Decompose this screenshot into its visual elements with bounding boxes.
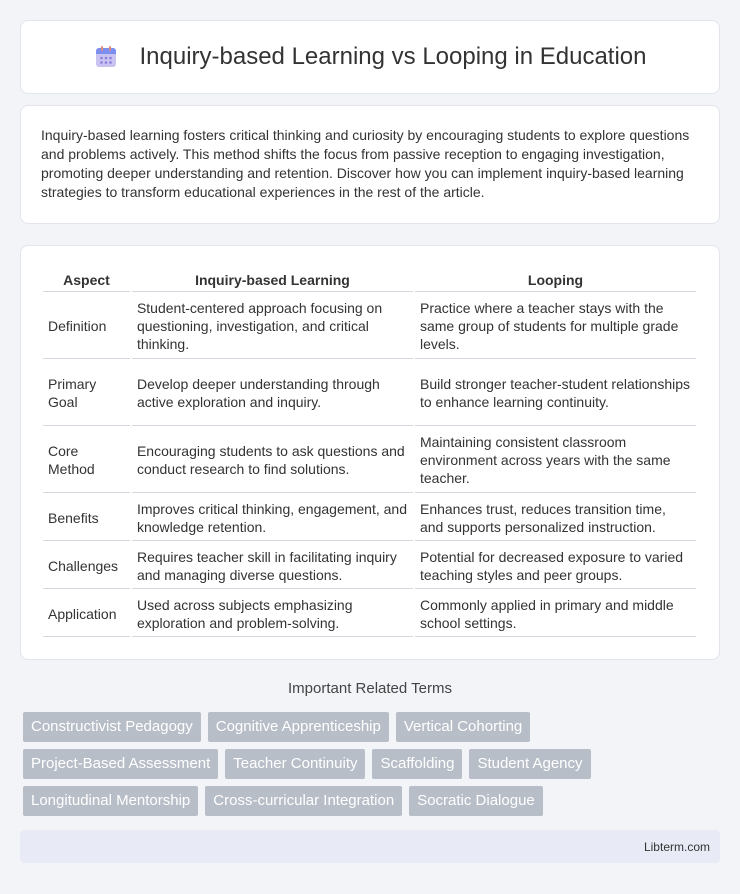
table-row [43, 294, 696, 359]
intro-text: Inquiry-based learning fosters critical thinking and curiosity by encouraging students to explore questions and problems actively. This method shifts the focus from passive reception to engaging investigation, promoting deeper understanding and retention. Discover how you can implement inquiry-based learning strategies to transform educational experiences in the rest of the article. [41, 127, 690, 200]
table-header-row [43, 268, 696, 292]
tag-longitudinal-mentorship[interactable]: Longitudinal Mentorship [23, 786, 198, 816]
comparison-table [41, 266, 698, 639]
row-aspect: Benefits [43, 495, 130, 541]
row-inquiry: Encouraging students to ask questions and conduct research to find solutions. [132, 428, 413, 493]
tag-row [23, 749, 723, 779]
row-inquiry: Used across subjects emphasizing exploration and problem-solving. [132, 591, 413, 637]
table-row [43, 495, 696, 541]
intro-card [20, 105, 720, 224]
tag-cognitive-apprenticeship[interactable]: Cognitive Apprenticeship [208, 712, 389, 742]
tag-cross-curricular-integration[interactable]: Cross-curricular Integration [205, 786, 402, 816]
tag-row [23, 786, 723, 816]
page-title: Inquiry-based Learning vs Looping in Education [139, 43, 647, 70]
table-row [43, 543, 696, 589]
comparison-card [20, 245, 720, 660]
tag-project-based-assessment[interactable]: Project-Based Assessment [23, 749, 218, 779]
column-header-inquiry: Inquiry-based Learning [132, 268, 413, 292]
tag-teacher-continuity[interactable]: Teacher Continuity [225, 749, 365, 779]
row-aspect: Challenges [43, 543, 130, 589]
row-inquiry: Student-centered approach focusing on questioning, investigation, and critical thinking. [132, 294, 413, 359]
footer [20, 830, 720, 863]
table-row [43, 361, 696, 426]
tag-constructivist-pedagogy[interactable]: Constructivist Pedagogy [23, 712, 201, 742]
related-terms-list [23, 712, 723, 823]
row-looping: Commonly applied in primary and middle school settings. [415, 591, 696, 637]
tag-row [23, 712, 723, 742]
row-aspect: Primary Goal [43, 361, 130, 426]
row-looping: Build stronger teacher-student relationships to enhance learning continuity. [415, 361, 696, 426]
tag-vertical-cohorting[interactable]: Vertical Cohorting [396, 712, 530, 742]
row-aspect: Application [43, 591, 130, 637]
column-header-aspect: Aspect [43, 268, 130, 292]
tag-socratic-dialogue[interactable]: Socratic Dialogue [409, 786, 543, 816]
tag-student-agency[interactable]: Student Agency [469, 749, 590, 779]
header-card [20, 20, 720, 94]
table-row [43, 428, 696, 493]
table-row [43, 591, 696, 637]
row-looping: Potential for decreased exposure to varied teaching styles and peer groups. [415, 543, 696, 589]
row-inquiry: Develop deeper understanding through active exploration and inquiry. [132, 361, 413, 426]
row-looping: Enhances trust, reduces transition time, and supports personalized instruction. [415, 495, 696, 541]
row-inquiry: Requires teacher skill in facilitating inquiry and managing diverse questions. [132, 543, 413, 589]
related-terms-title: Important Related Terms [288, 680, 452, 697]
footer-brand-link[interactable]: Libterm.com [643, 840, 710, 854]
row-inquiry: Improves critical thinking, engagement, and knowledge retention. [132, 495, 413, 541]
tag-scaffolding[interactable]: Scaffolding [372, 749, 462, 779]
row-aspect: Definition [43, 294, 130, 359]
column-header-looping: Looping [415, 268, 696, 292]
row-looping: Practice where a teacher stays with the same group of students for multiple grade levels. [415, 294, 696, 359]
row-looping: Maintaining consistent classroom environment across years with the same teacher. [415, 428, 696, 493]
calendar-icon [93, 44, 119, 70]
row-aspect: Core Method [43, 428, 130, 493]
